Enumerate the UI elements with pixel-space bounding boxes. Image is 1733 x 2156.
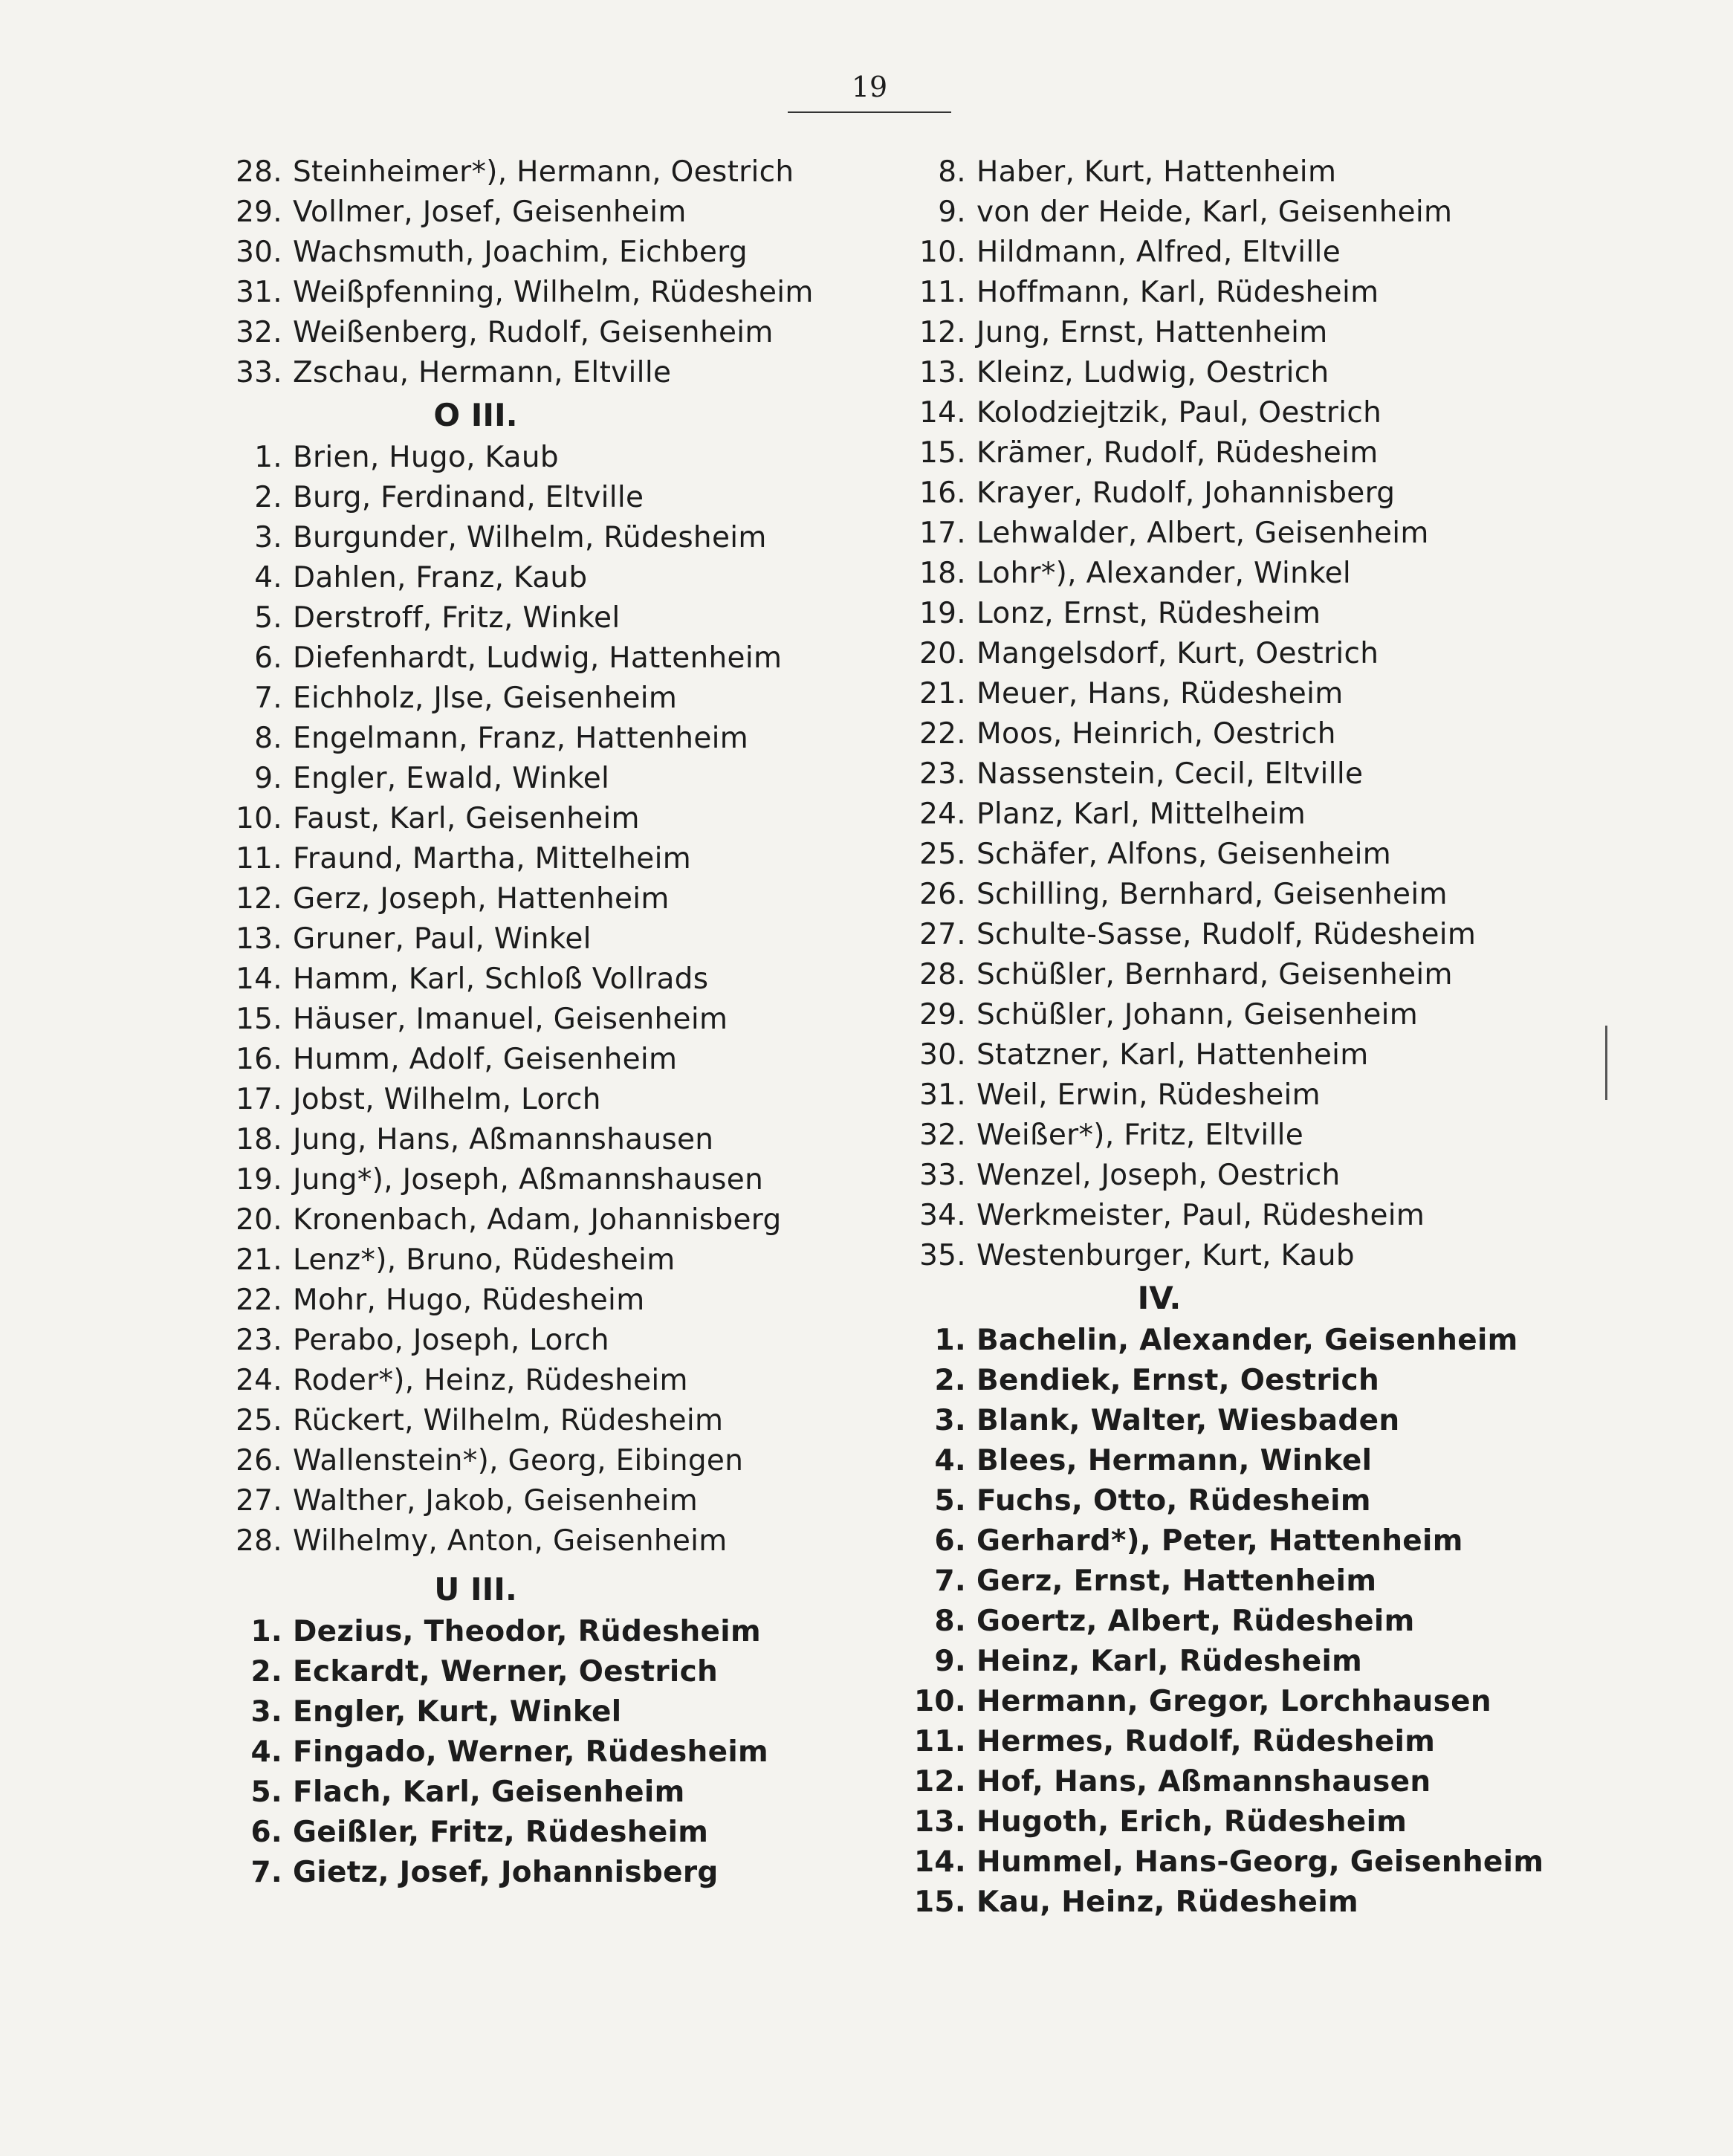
item-number: 7. bbox=[934, 1564, 966, 1598]
item-number: 12. bbox=[914, 1765, 966, 1799]
list-item bbox=[899, 1842, 1613, 1883]
item-text: Walther, Jakob, Geisenheim bbox=[293, 1484, 699, 1518]
item-number: 26. bbox=[919, 878, 966, 911]
list-item bbox=[899, 875, 1613, 915]
list-item bbox=[216, 879, 929, 919]
item-text: Lonz, Ernst, Rüdesheim bbox=[976, 597, 1321, 630]
item-text: Weißenberg, Rudolf, Geisenheim bbox=[293, 316, 774, 349]
item-number: 32. bbox=[919, 1119, 966, 1152]
list-item bbox=[899, 1156, 1613, 1196]
item-number: 9. bbox=[254, 762, 282, 795]
item-number: 8. bbox=[934, 1605, 966, 1638]
item-text: Burg, Ferdinand, Eltville bbox=[293, 481, 644, 514]
item-number: 1. bbox=[250, 1615, 282, 1648]
page-number-rule bbox=[788, 111, 951, 113]
item-number: 6. bbox=[250, 1816, 282, 1849]
item-number: 16. bbox=[919, 476, 966, 510]
right-column bbox=[899, 152, 1613, 1923]
item-text: Weil, Erwin, Rüdesheim bbox=[976, 1078, 1321, 1112]
list-item bbox=[899, 1401, 1613, 1441]
item-number: 24. bbox=[919, 797, 966, 831]
item-text: Geißler, Fritz, Rüdesheim bbox=[293, 1816, 709, 1849]
list-u-iii bbox=[216, 1612, 929, 1893]
list-item bbox=[216, 233, 929, 273]
item-text: Brien, Hugo, Kaub bbox=[293, 441, 559, 474]
list-item bbox=[899, 393, 1613, 433]
item-text: Kronenbach, Adam, Johannisberg bbox=[293, 1203, 782, 1237]
item-number: 21. bbox=[919, 677, 966, 710]
item-number: 25. bbox=[919, 838, 966, 871]
item-number: 20. bbox=[236, 1203, 282, 1237]
item-number: 10. bbox=[236, 802, 282, 835]
list-item bbox=[216, 1361, 929, 1401]
margin-mark bbox=[1605, 1026, 1607, 1100]
list-item bbox=[899, 1481, 1613, 1521]
list-item bbox=[216, 1000, 929, 1040]
item-number: 11. bbox=[236, 842, 282, 875]
list-item bbox=[899, 915, 1613, 955]
item-text: Roder*), Heinz, Rüdesheim bbox=[293, 1364, 688, 1397]
item-text: Bachelin, Alexander, Geisenheim bbox=[976, 1324, 1518, 1357]
list-item bbox=[899, 1521, 1613, 1561]
list-item bbox=[899, 313, 1613, 353]
item-number: 28. bbox=[236, 1524, 282, 1558]
list-item bbox=[899, 634, 1613, 674]
list-continued bbox=[216, 152, 929, 393]
item-text: Engelmann, Franz, Hattenheim bbox=[293, 722, 749, 755]
item-text: Dezius, Theodor, Rüdesheim bbox=[293, 1615, 761, 1648]
item-text: Jung, Ernst, Hattenheim bbox=[976, 316, 1328, 349]
list-item bbox=[899, 1236, 1613, 1276]
item-number: 29. bbox=[919, 998, 966, 1032]
item-text: Kolodziejtzik, Paul, Oestrich bbox=[976, 396, 1382, 430]
item-number: 24. bbox=[236, 1364, 282, 1397]
item-number: 29. bbox=[236, 195, 282, 229]
item-number: 27. bbox=[236, 1484, 282, 1518]
item-number: 13. bbox=[919, 356, 966, 389]
item-text: Hoffmann, Karl, Rüdesheim bbox=[976, 276, 1379, 309]
item-number: 17. bbox=[236, 1083, 282, 1116]
item-number: 7. bbox=[254, 682, 282, 715]
list-item bbox=[899, 1196, 1613, 1236]
item-text: Kleinz, Ludwig, Oestrich bbox=[976, 356, 1329, 389]
item-text: Schüßler, Johann, Geisenheim bbox=[976, 998, 1419, 1032]
item-text: Bendiek, Ernst, Oestrich bbox=[976, 1364, 1380, 1397]
item-number: 22. bbox=[236, 1283, 282, 1317]
list-item bbox=[216, 518, 929, 558]
item-text: Humm, Adolf, Geisenheim bbox=[293, 1043, 678, 1076]
item-text: Fingado, Werner, Rüdesheim bbox=[293, 1735, 768, 1769]
heading-o-iii: O III. bbox=[433, 397, 518, 433]
item-number: 13. bbox=[914, 1805, 966, 1839]
item-text: Dahlen, Franz, Kaub bbox=[293, 561, 588, 595]
item-text: Jung, Hans, Aßmannshausen bbox=[293, 1123, 714, 1156]
list-item bbox=[216, 1080, 929, 1120]
item-number: 3. bbox=[250, 1695, 282, 1729]
list-item bbox=[216, 558, 929, 598]
item-number: 15. bbox=[236, 1003, 282, 1036]
item-number: 33. bbox=[919, 1159, 966, 1192]
list-item bbox=[216, 679, 929, 719]
item-text: Goertz, Albert, Rüdesheim bbox=[976, 1605, 1415, 1638]
item-text: Westenburger, Kurt, Kaub bbox=[976, 1239, 1355, 1272]
item-number: 32. bbox=[236, 316, 282, 349]
item-text: Haber, Kurt, Hattenheim bbox=[976, 155, 1337, 189]
item-number: 6. bbox=[254, 641, 282, 675]
item-number: 31. bbox=[919, 1078, 966, 1112]
item-number: 5. bbox=[934, 1484, 966, 1518]
item-text: Wallenstein*), Georg, Eibingen bbox=[293, 1444, 744, 1477]
item-number: 9. bbox=[938, 195, 966, 229]
item-text: Hermes, Rudolf, Rüdesheim bbox=[976, 1725, 1436, 1758]
item-text: Werkmeister, Paul, Rüdesheim bbox=[976, 1199, 1425, 1232]
list-item bbox=[899, 1762, 1613, 1802]
item-text: Hildmann, Alfred, Eltville bbox=[976, 236, 1341, 269]
item-number: 21. bbox=[236, 1243, 282, 1277]
item-text: Gruner, Paul, Winkel bbox=[293, 922, 592, 956]
list-item bbox=[899, 152, 1613, 192]
list-item bbox=[899, 1116, 1613, 1156]
item-number: 28. bbox=[236, 155, 282, 189]
list-item bbox=[216, 959, 929, 1000]
list-item bbox=[216, 1240, 929, 1281]
list-item bbox=[216, 353, 929, 393]
list-item bbox=[899, 955, 1613, 995]
item-number: 26. bbox=[236, 1444, 282, 1477]
item-number: 1. bbox=[254, 441, 282, 474]
item-number: 13. bbox=[236, 922, 282, 956]
item-number: 4. bbox=[934, 1444, 966, 1477]
list-item bbox=[899, 835, 1613, 875]
list-item bbox=[216, 638, 929, 679]
item-number: 30. bbox=[236, 236, 282, 269]
item-number: 33. bbox=[236, 356, 282, 389]
item-text: Krämer, Rudolf, Rüdesheim bbox=[976, 436, 1379, 470]
list-item bbox=[899, 754, 1613, 794]
item-number: 18. bbox=[236, 1123, 282, 1156]
item-text: Derstroff, Fritz, Winkel bbox=[293, 601, 621, 635]
item-text: Jung*), Joseph, Aßmannshausen bbox=[293, 1163, 764, 1197]
item-text: Weißpfenning, Wilhelm, Rüdesheim bbox=[293, 276, 814, 309]
list-item bbox=[216, 1321, 929, 1361]
list-item bbox=[216, 919, 929, 959]
list-item bbox=[899, 353, 1613, 393]
item-text: Blees, Hermann, Winkel bbox=[976, 1444, 1373, 1477]
item-text: Perabo, Joseph, Lorch bbox=[293, 1324, 609, 1357]
item-number: 34. bbox=[919, 1199, 966, 1232]
item-number: 16. bbox=[236, 1043, 282, 1076]
item-text: Hermann, Gregor, Lorchhausen bbox=[976, 1685, 1491, 1718]
item-text: Zschau, Hermann, Eltville bbox=[293, 356, 672, 389]
list-item bbox=[216, 1652, 929, 1692]
list-item bbox=[899, 233, 1613, 273]
item-text: Lohr*), Alexander, Winkel bbox=[976, 557, 1352, 590]
list-item bbox=[899, 714, 1613, 754]
item-number: 3. bbox=[254, 521, 282, 554]
list-o-iii bbox=[216, 438, 929, 1561]
item-number: 27. bbox=[919, 918, 966, 951]
item-number: 28. bbox=[919, 958, 966, 991]
item-text: Burgunder, Wilhelm, Rüdesheim bbox=[293, 521, 767, 554]
list-item bbox=[216, 1441, 929, 1481]
list-item bbox=[216, 152, 929, 192]
list-item bbox=[899, 1561, 1613, 1602]
item-number: 14. bbox=[914, 1845, 966, 1879]
item-text: Hummel, Hans-Georg, Geisenheim bbox=[976, 1845, 1544, 1879]
item-text: Mohr, Hugo, Rüdesheim bbox=[293, 1283, 645, 1317]
item-number: 5. bbox=[254, 601, 282, 635]
list-item bbox=[899, 1602, 1613, 1642]
item-text: Flach, Karl, Geisenheim bbox=[293, 1775, 685, 1809]
item-number: 19. bbox=[919, 597, 966, 630]
list-item bbox=[899, 1642, 1613, 1682]
list-item bbox=[899, 433, 1613, 473]
list-item bbox=[899, 514, 1613, 554]
list-item bbox=[216, 1120, 929, 1160]
item-number: 2. bbox=[254, 481, 282, 514]
item-number: 18. bbox=[919, 557, 966, 590]
item-number: 23. bbox=[919, 757, 966, 791]
item-text: Statzner, Karl, Hattenheim bbox=[976, 1038, 1369, 1072]
item-text: Faust, Karl, Geisenheim bbox=[293, 802, 640, 835]
item-text: von der Heide, Karl, Geisenheim bbox=[976, 195, 1453, 229]
item-number: 25. bbox=[236, 1404, 282, 1437]
list-item bbox=[216, 1281, 929, 1321]
item-text: Kau, Heinz, Rüdesheim bbox=[976, 1885, 1358, 1919]
item-text: Nassenstein, Cecil, Eltville bbox=[976, 757, 1364, 791]
list-item bbox=[216, 1160, 929, 1200]
list-item bbox=[216, 192, 929, 233]
item-text: Lehwalder, Albert, Geisenheim bbox=[976, 517, 1429, 550]
item-text: Schüßler, Bernhard, Geisenheim bbox=[976, 958, 1453, 991]
item-text: Hugoth, Erich, Rüdesheim bbox=[976, 1805, 1408, 1839]
item-text: Krayer, Rudolf, Johannisberg bbox=[976, 476, 1396, 510]
list-item bbox=[216, 1773, 929, 1813]
item-text: Gerz, Joseph, Hattenheim bbox=[293, 882, 670, 916]
item-number: 12. bbox=[236, 882, 282, 916]
item-text: Wachsmuth, Joachim, Eichberg bbox=[293, 236, 748, 269]
item-text: Gerz, Ernst, Hattenheim bbox=[976, 1564, 1377, 1598]
list-item bbox=[216, 1401, 929, 1441]
list-item bbox=[899, 1441, 1613, 1481]
item-text: Engler, Kurt, Winkel bbox=[293, 1695, 622, 1729]
item-text: Hof, Hans, Aßmannshausen bbox=[976, 1765, 1431, 1799]
list-item bbox=[899, 473, 1613, 514]
item-number: 15. bbox=[919, 436, 966, 470]
left-column bbox=[216, 152, 929, 1893]
list-item bbox=[899, 192, 1613, 233]
item-number: 1. bbox=[934, 1324, 966, 1357]
list-item bbox=[216, 313, 929, 353]
page-number: 19 bbox=[851, 71, 888, 103]
item-text: Heinz, Karl, Rüdesheim bbox=[976, 1645, 1363, 1678]
item-number: 22. bbox=[919, 717, 966, 751]
list-item bbox=[899, 1321, 1613, 1361]
item-number: 15. bbox=[914, 1885, 966, 1919]
item-text: Schäfer, Alfons, Geisenheim bbox=[976, 838, 1392, 871]
item-text: Eichholz, Jlse, Geisenheim bbox=[293, 682, 678, 715]
item-number: 4. bbox=[254, 561, 282, 595]
item-text: Meuer, Hans, Rüdesheim bbox=[976, 677, 1344, 710]
item-text: Weißer*), Fritz, Eltville bbox=[976, 1119, 1304, 1152]
item-number: 5. bbox=[250, 1775, 282, 1809]
item-number: 6. bbox=[934, 1524, 966, 1558]
list-item bbox=[899, 1361, 1613, 1401]
item-text: Wenzel, Joseph, Oestrich bbox=[976, 1159, 1341, 1192]
item-text: Vollmer, Josef, Geisenheim bbox=[293, 195, 687, 229]
list-item bbox=[899, 674, 1613, 714]
item-number: 4. bbox=[250, 1735, 282, 1769]
item-text: Diefenhardt, Ludwig, Hattenheim bbox=[293, 641, 783, 675]
item-text: Gerhard*), Peter, Hattenheim bbox=[976, 1524, 1463, 1558]
item-text: Hamm, Karl, Schloß Vollrads bbox=[293, 962, 709, 996]
list-item bbox=[216, 719, 929, 759]
list-item bbox=[899, 554, 1613, 594]
list-item bbox=[899, 995, 1613, 1035]
item-number: 8. bbox=[938, 155, 966, 189]
item-number: 14. bbox=[236, 962, 282, 996]
list-item bbox=[899, 1802, 1613, 1842]
list-item bbox=[216, 1692, 929, 1732]
list-item bbox=[899, 594, 1613, 634]
list-item bbox=[216, 1200, 929, 1240]
item-number: 3. bbox=[934, 1404, 966, 1437]
list-item bbox=[216, 1853, 929, 1893]
item-text: Fraund, Martha, Mittelheim bbox=[293, 842, 692, 875]
list-item bbox=[216, 273, 929, 313]
heading-u-iii: U III. bbox=[434, 1571, 517, 1608]
item-number: 20. bbox=[919, 637, 966, 670]
item-number: 11. bbox=[919, 276, 966, 309]
item-number: 17. bbox=[919, 517, 966, 550]
list-u-iii-continued bbox=[899, 152, 1613, 1276]
item-number: 19. bbox=[236, 1163, 282, 1197]
list-item bbox=[899, 794, 1613, 835]
item-number: 35. bbox=[919, 1239, 966, 1272]
item-number: 8. bbox=[254, 722, 282, 755]
list-item bbox=[216, 598, 929, 638]
item-number: 2. bbox=[934, 1364, 966, 1397]
list-item bbox=[216, 478, 929, 518]
list-item bbox=[216, 799, 929, 839]
item-number: 12. bbox=[919, 316, 966, 349]
item-number: 10. bbox=[914, 1685, 966, 1718]
item-text: Schilling, Bernhard, Geisenheim bbox=[976, 878, 1448, 911]
item-text: Blank, Walter, Wiesbaden bbox=[976, 1404, 1400, 1437]
list-item bbox=[216, 438, 929, 478]
item-text: Häuser, Imanuel, Geisenheim bbox=[293, 1003, 728, 1036]
item-text: Rückert, Wilhelm, Rüdesheim bbox=[293, 1404, 724, 1437]
list-item bbox=[216, 1521, 929, 1561]
list-item bbox=[216, 839, 929, 879]
item-text: Steinheimer*), Hermann, Oestrich bbox=[293, 155, 794, 189]
item-text: Eckardt, Werner, Oestrich bbox=[293, 1655, 719, 1689]
item-number: 7. bbox=[250, 1856, 282, 1889]
item-text: Moos, Heinrich, Oestrich bbox=[976, 717, 1336, 751]
heading-iv: IV. bbox=[1137, 1280, 1182, 1316]
item-text: Gietz, Josef, Johannisberg bbox=[293, 1856, 719, 1889]
item-text: Wilhelmy, Anton, Geisenheim bbox=[293, 1524, 728, 1558]
list-item bbox=[216, 1732, 929, 1773]
item-number: 23. bbox=[236, 1324, 282, 1357]
item-number: 11. bbox=[914, 1725, 966, 1758]
list-item bbox=[899, 1075, 1613, 1116]
item-text: Lenz*), Bruno, Rüdesheim bbox=[293, 1243, 676, 1277]
list-item bbox=[216, 1813, 929, 1853]
item-text: Schulte-Sasse, Rudolf, Rüdesheim bbox=[976, 918, 1477, 951]
item-number: 30. bbox=[919, 1038, 966, 1072]
item-text: Jobst, Wilhelm, Lorch bbox=[293, 1083, 601, 1116]
list-item bbox=[899, 1682, 1613, 1722]
item-text: Fuchs, Otto, Rüdesheim bbox=[976, 1484, 1371, 1518]
list-item bbox=[899, 273, 1613, 313]
item-text: Mangelsdorf, Kurt, Oestrich bbox=[976, 637, 1379, 670]
list-item bbox=[216, 1612, 929, 1652]
item-number: 2. bbox=[250, 1655, 282, 1689]
list-item bbox=[216, 1481, 929, 1521]
item-text: Planz, Karl, Mittelheim bbox=[976, 797, 1306, 831]
item-number: 31. bbox=[236, 276, 282, 309]
item-number: 14. bbox=[919, 396, 966, 430]
list-item bbox=[899, 1035, 1613, 1075]
item-number: 10. bbox=[919, 236, 966, 269]
list-item bbox=[216, 1040, 929, 1080]
item-text: Engler, Ewald, Winkel bbox=[293, 762, 610, 795]
list-iv bbox=[899, 1321, 1613, 1923]
item-number: 9. bbox=[934, 1645, 966, 1678]
list-item bbox=[216, 759, 929, 799]
list-item bbox=[899, 1722, 1613, 1762]
list-item bbox=[899, 1883, 1613, 1923]
